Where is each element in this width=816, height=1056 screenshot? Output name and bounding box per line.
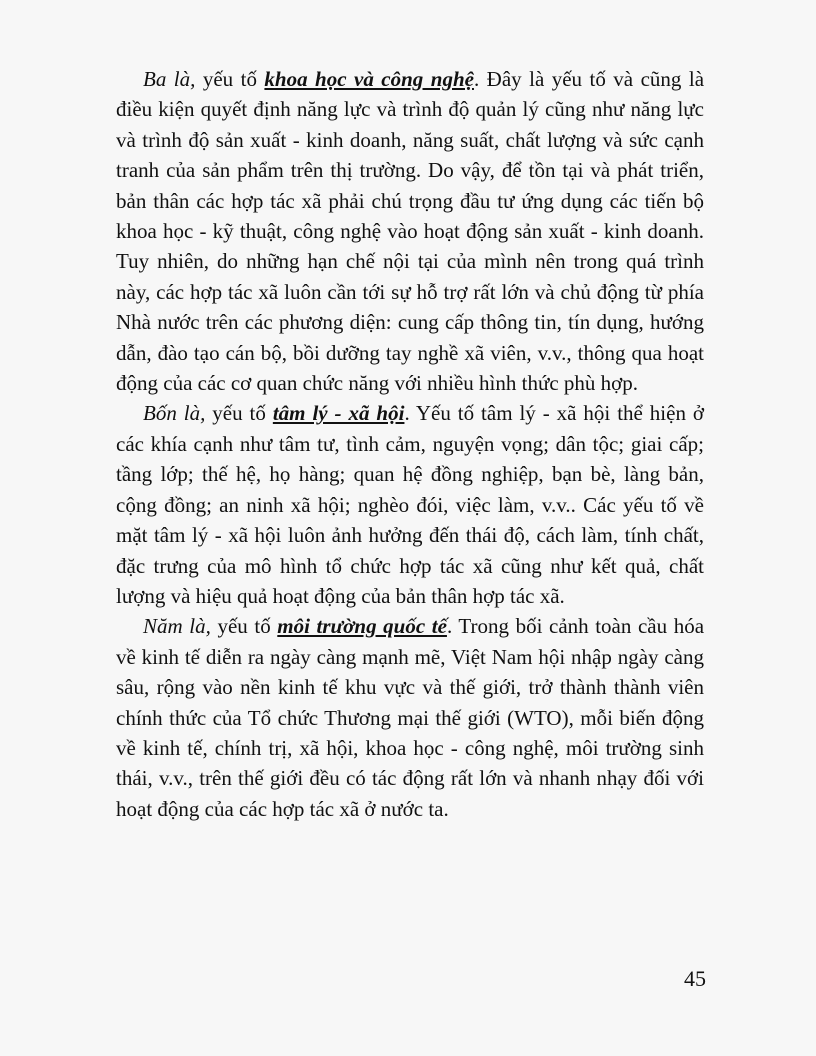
page-number: 45 — [684, 966, 706, 991]
paragraph-bon-la — [116, 398, 704, 611]
body-text — [116, 64, 704, 824]
paragraph-topic: môi trường quốc tế — [277, 614, 447, 639]
paragraph-nam-la — [116, 611, 704, 824]
paragraph-pre: yếu tố — [195, 67, 265, 91]
paragraph-pre: yếu tố — [205, 401, 273, 426]
paragraph-ba-la — [116, 64, 704, 398]
paragraph-body: . Đây là yếu tố và cũng là điều kiện quyết định năng lực và trình độ quản lý cũng như năng lực và trình độ sản xuất - kinh doanh, năng suất, chất lượng và sức cạnh tranh của sản phẩm trên thị trường. Do vậy, để tồn tại và phát triển, bản thân các hợp tác xã phải chú trọng đầu tư ứng dụng các tiến bộ khoa học - kỹ thuật, công nghệ vào hoạt động sản xuất - kinh doanh. Tuy nhiên, do những hạn chế nội tại của mình nên trong quá trình này, các hợp tác xã luôn cần tới sự hỗ trợ rất lớn và chủ động từ phía Nhà nước trên các phương diện: cung cấp thông tin, tín dụng, hướng dẫn, đào tạo cán bộ, bồi dưỡng tay nghề xã viên, v.v., thông qua hoạt động của các cơ quan chức năng với nhiều hình thức phù hợp. — [116, 67, 705, 396]
paragraph-body: . Trong bối cảnh toàn cầu hóa về kinh tế diễn ra ngày càng mạnh mẽ, Việt Nam hội nhập ngày càng sâu, rộng vào nền kinh tế khu vực và thế giới, trở thành thành viên chính thức của Tổ chức Thương mại thế giới (WTO), mỗi biến động về kinh tế, chính trị, xã hội, khoa học - công nghệ, môi trường sinh thái, v.v., trên thế giới đều có tác động rất lớn và nhanh nhạy đối với hoạt động của các hợp tác xã ở nước ta. — [116, 614, 705, 821]
paragraph-topic: tâm lý - xã hội — [272, 401, 405, 426]
paragraph-pre: yếu tố — [210, 614, 278, 639]
paragraph-lead: Năm là, — [143, 614, 211, 639]
paragraph-body: . Yếu tố tâm lý - xã hội thể hiện ở các khía cạnh như tâm tư, tình cảm, nguyện vọng; dân tộc; giai cấp; tầng lớp; thế hệ, họ hàng; quan hệ đồng nghiệp, bạn bè, làng bản, cộng đồng; an ninh xã hội; nghèo đói, việc làm, v.v.. Các yếu tố về mặt tâm lý - xã hội luôn ảnh hưởng đến thái độ, cách làm, tính chất, đặc trưng của mô hình tổ chức hợp tác xã cũng như kết quả, chất lượng và hiệu quả hoạt động của bản thân hợp tác xã. — [116, 401, 705, 608]
paragraph-lead: Ba là, — [143, 67, 196, 91]
paragraph-lead: Bốn là, — [143, 401, 206, 426]
paragraph-topic: khoa học và công nghệ — [264, 67, 474, 91]
